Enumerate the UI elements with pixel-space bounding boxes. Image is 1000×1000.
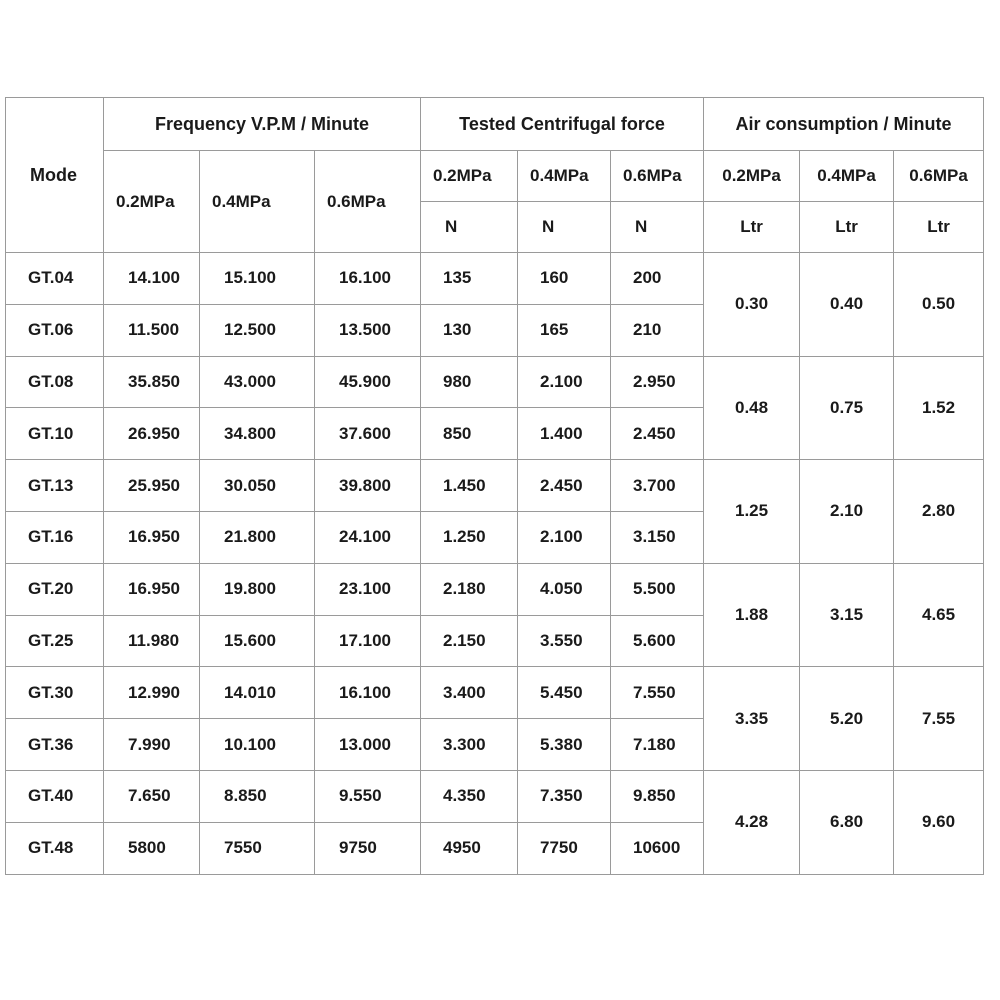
mode-cell: GT.13: [6, 460, 104, 512]
frequency-cell: 11.500: [104, 304, 200, 356]
force-unit: N: [518, 202, 611, 253]
frequency-cell: 5800: [104, 822, 200, 874]
mode-cell: GT.10: [6, 408, 104, 460]
force-cell: 9.850: [611, 770, 704, 822]
frequency-cell: 16.950: [104, 563, 200, 615]
force-cell: 2.150: [421, 615, 518, 667]
table-row: [6, 356, 984, 408]
air-consumption-cell: 0.50: [894, 253, 984, 357]
force-cell: 3.550: [518, 615, 611, 667]
frequency-cell: 16.100: [315, 667, 421, 719]
frequency-cell: 9750: [315, 822, 421, 874]
force-cell: 3.150: [611, 511, 704, 563]
force-cell: 3.300: [421, 719, 518, 771]
frequency-cell: 26.950: [104, 408, 200, 460]
air-pressure-header: 0.2MPa: [704, 151, 800, 202]
force-cell: 130: [421, 304, 518, 356]
force-cell: 7.550: [611, 667, 704, 719]
frequency-cell: 7.650: [104, 770, 200, 822]
frequency-cell: 39.800: [315, 460, 421, 512]
force-cell: 4950: [421, 822, 518, 874]
air-consumption-cell: 0.40: [800, 253, 894, 357]
frequency-cell: 21.800: [200, 511, 315, 563]
air-consumption-cell: 3.15: [800, 563, 894, 667]
force-cell: 2.180: [421, 563, 518, 615]
mode-cell: GT.36: [6, 719, 104, 771]
force-cell: 7.180: [611, 719, 704, 771]
force-cell: 7750: [518, 822, 611, 874]
air-consumption-cell: 2.80: [894, 460, 984, 564]
force-cell: 7.350: [518, 770, 611, 822]
frequency-cell: 17.100: [315, 615, 421, 667]
force-cell: 210: [611, 304, 704, 356]
force-pressure-header: 0.2MPa: [421, 151, 518, 202]
air-consumption-cell: 1.88: [704, 563, 800, 667]
mode-cell: GT.08: [6, 356, 104, 408]
air-consumption-cell: 5.20: [800, 667, 894, 771]
frequency-cell: 10.100: [200, 719, 315, 771]
force-cell: 2.100: [518, 511, 611, 563]
frequency-cell: 12.990: [104, 667, 200, 719]
frequency-cell: 7.990: [104, 719, 200, 771]
frequency-cell: 35.850: [104, 356, 200, 408]
air-consumption-cell: 0.75: [800, 356, 894, 460]
mode-cell: GT.25: [6, 615, 104, 667]
table-row: [6, 770, 984, 822]
air-header: Air consumption / Minute: [704, 98, 984, 151]
force-cell: 2.100: [518, 356, 611, 408]
frequency-cell: 16.950: [104, 511, 200, 563]
force-cell: 4.050: [518, 563, 611, 615]
air-consumption-cell: 4.28: [704, 770, 800, 874]
frequency-cell: 13.000: [315, 719, 421, 771]
air-consumption-cell: 7.55: [894, 667, 984, 771]
table-row: [6, 460, 984, 512]
force-cell: 135: [421, 253, 518, 305]
frequency-cell: 19.800: [200, 563, 315, 615]
force-cell: 1.400: [518, 408, 611, 460]
force-unit: N: [421, 202, 518, 253]
frequency-cell: 23.100: [315, 563, 421, 615]
frequency-cell: 34.800: [200, 408, 315, 460]
air-unit: Ltr: [894, 202, 984, 253]
air-pressure-header: 0.6MPa: [894, 151, 984, 202]
freq-pressure-header: 0.2MPa: [104, 151, 200, 253]
frequency-cell: 8.850: [200, 770, 315, 822]
frequency-cell: 14.100: [104, 253, 200, 305]
force-cell: 2.950: [611, 356, 704, 408]
force-cell: 3.700: [611, 460, 704, 512]
frequency-cell: 43.000: [200, 356, 315, 408]
frequency-cell: 13.500: [315, 304, 421, 356]
force-unit: N: [611, 202, 704, 253]
freq-pressure-header: 0.6MPa: [315, 151, 421, 253]
force-cell: 1.450: [421, 460, 518, 512]
air-consumption-cell: 2.10: [800, 460, 894, 564]
mode-cell: GT.30: [6, 667, 104, 719]
air-consumption-cell: 4.65: [894, 563, 984, 667]
frequency-cell: 25.950: [104, 460, 200, 512]
frequency-cell: 12.500: [200, 304, 315, 356]
force-header: Tested Centrifugal force: [421, 98, 704, 151]
air-consumption-cell: 3.35: [704, 667, 800, 771]
mode-cell: GT.04: [6, 253, 104, 305]
force-cell: 5.500: [611, 563, 704, 615]
force-cell: 980: [421, 356, 518, 408]
frequency-cell: 30.050: [200, 460, 315, 512]
air-pressure-header: 0.4MPa: [800, 151, 894, 202]
frequency-cell: 15.100: [200, 253, 315, 305]
force-cell: 4.350: [421, 770, 518, 822]
air-consumption-cell: 0.48: [704, 356, 800, 460]
air-consumption-cell: 1.25: [704, 460, 800, 564]
table-row: [6, 253, 984, 305]
mode-cell: GT.16: [6, 511, 104, 563]
mode-header: Mode: [6, 98, 104, 253]
force-cell: 160: [518, 253, 611, 305]
force-cell: 850: [421, 408, 518, 460]
force-cell: 165: [518, 304, 611, 356]
force-pressure-header: 0.4MPa: [518, 151, 611, 202]
force-cell: 1.250: [421, 511, 518, 563]
force-cell: 5.600: [611, 615, 704, 667]
mode-cell: GT.20: [6, 563, 104, 615]
air-consumption-cell: 1.52: [894, 356, 984, 460]
frequency-cell: 45.900: [315, 356, 421, 408]
force-cell: 2.450: [611, 408, 704, 460]
mode-cell: GT.06: [6, 304, 104, 356]
frequency-cell: 11.980: [104, 615, 200, 667]
frequency-cell: 24.100: [315, 511, 421, 563]
table-row: [6, 563, 984, 615]
air-unit: Ltr: [704, 202, 800, 253]
air-consumption-cell: 6.80: [800, 770, 894, 874]
force-cell: 5.380: [518, 719, 611, 771]
freq-pressure-header: 0.4MPa: [200, 151, 315, 253]
frequency-cell: 14.010: [200, 667, 315, 719]
frequency-header: Frequency V.P.M / Minute: [104, 98, 421, 151]
frequency-cell: 7550: [200, 822, 315, 874]
table-row: [6, 667, 984, 719]
force-cell: 10600: [611, 822, 704, 874]
frequency-cell: 37.600: [315, 408, 421, 460]
spec-table: [5, 97, 984, 875]
mode-cell: GT.48: [6, 822, 104, 874]
frequency-cell: 15.600: [200, 615, 315, 667]
frequency-cell: 16.100: [315, 253, 421, 305]
frequency-cell: 9.550: [315, 770, 421, 822]
mode-cell: GT.40: [6, 770, 104, 822]
force-cell: 2.450: [518, 460, 611, 512]
force-cell: 200: [611, 253, 704, 305]
air-consumption-cell: 9.60: [894, 770, 984, 874]
force-cell: 5.450: [518, 667, 611, 719]
force-pressure-header: 0.6MPa: [611, 151, 704, 202]
air-consumption-cell: 0.30: [704, 253, 800, 357]
air-unit: Ltr: [800, 202, 894, 253]
force-cell: 3.400: [421, 667, 518, 719]
